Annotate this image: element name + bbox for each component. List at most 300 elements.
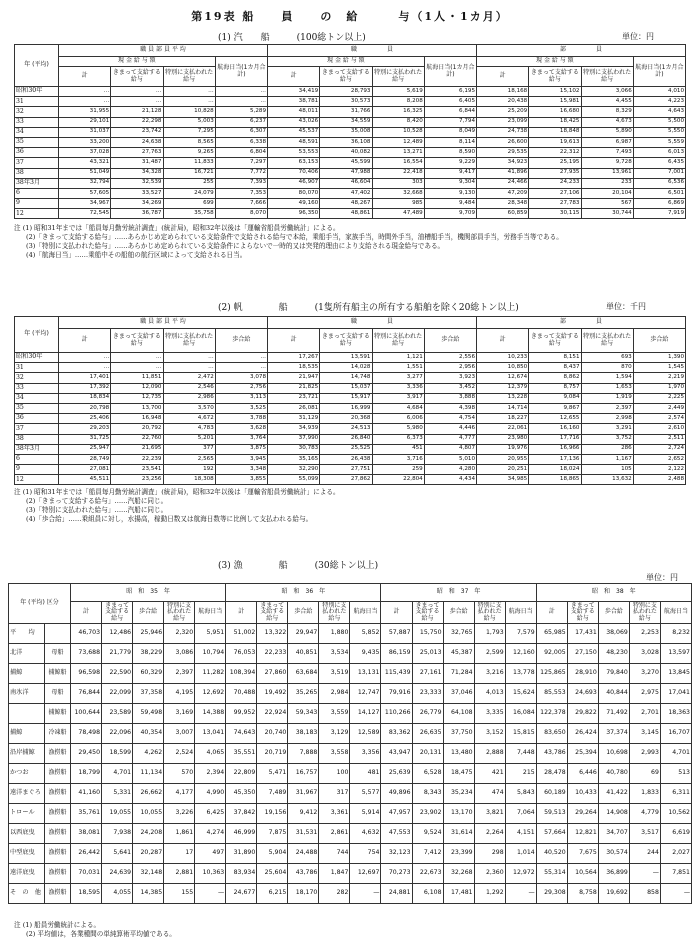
cell-value: 19,976 (477, 444, 529, 454)
cell-value: 3,875 (215, 444, 267, 454)
cell-value: 32,668 (372, 188, 424, 198)
cell-value: 16,757 (288, 764, 319, 784)
row-category: 北洋 (9, 644, 45, 664)
cell-value: 4,223 (633, 97, 685, 107)
cell-value: 6,844 (424, 107, 476, 117)
cell-value: 74,643 (226, 724, 257, 744)
table-row (9, 884, 692, 904)
cell-value: 29,308 (536, 884, 567, 904)
row-subcategory (45, 624, 71, 644)
cell-value: 83,650 (536, 724, 567, 744)
cell-value: 57,605 (59, 188, 111, 198)
cell-value: 31,614 (443, 824, 474, 844)
cell-value: 4,754 (424, 414, 476, 424)
cell-value: 4,010 (633, 87, 685, 97)
cell-value: 858 (629, 884, 660, 904)
cell-value: 79,916 (381, 684, 412, 704)
cell-value: 2,881 (164, 864, 195, 884)
cell-value: 20,287 (133, 844, 164, 864)
cell-value: 19,156 (257, 804, 288, 824)
cell-value: 7,448 (505, 744, 536, 764)
cell-value: 78,498 (71, 724, 102, 744)
cell-value: 3,716 (372, 454, 424, 464)
hdr-sea: 航海日当 (350, 602, 381, 624)
hdr-special: 特別に支払われた給与 (164, 602, 195, 624)
cell-value: 19,492 (257, 684, 288, 704)
cell-value: 16,325 (372, 107, 424, 117)
cell-value: 3,558 (319, 744, 350, 764)
cell-value: 32,123 (381, 844, 412, 864)
cell-value: 5,559 (633, 137, 685, 147)
table-row (15, 188, 686, 198)
cell-value: 6,006 (372, 414, 424, 424)
page-title: 第19表 船 員 の 給 与（1人・1カ月） (191, 10, 509, 23)
cell-value: 3,923 (424, 373, 476, 383)
cell-value: 3,559 (319, 704, 350, 724)
cell-value: 985 (372, 199, 424, 209)
hdr-sea: 航海日当(1カ月合計) (633, 57, 685, 87)
cell-value: 5,010 (424, 454, 476, 464)
cell-value: 11,851 (111, 373, 163, 383)
note-line: 注 (1) 船員労働統計による。 (14, 921, 101, 929)
cell-value: 48,861 (320, 209, 372, 219)
cell-value: 24,638 (111, 137, 163, 147)
hdr-year: 年 (平均) (15, 45, 59, 87)
row-category: 中型底曳 (9, 844, 45, 864)
row-year: 昭和30年 (15, 87, 59, 97)
cell-value: 13,700 (111, 403, 163, 413)
cell-value: 18,848 (529, 127, 581, 137)
cell-value: 2,993 (629, 744, 660, 764)
cell-value: 46,999 (226, 824, 257, 844)
cell-value: 47,489 (372, 209, 424, 219)
cell-value: 7,064 (505, 804, 536, 824)
cell-value: 13,131 (350, 664, 381, 684)
cell-value: 49,896 (381, 784, 412, 804)
cell-value: 20,104 (581, 188, 633, 198)
row-year: 32 (15, 373, 59, 383)
cell-value: 4,177 (164, 784, 195, 804)
cell-value: 15,037 (320, 383, 372, 393)
cell-value: 92,005 (536, 644, 567, 664)
cell-value: 35,551 (226, 744, 257, 764)
cell-value: 13,480 (443, 744, 474, 764)
cell-value: … (163, 353, 215, 363)
cell-value: 6,869 (633, 199, 685, 209)
hdr-avg: 職 員 部 員 平 均 (59, 317, 268, 329)
hdr-sea: 航海日当 (660, 602, 691, 624)
row-subcategory: 捕鯨船 (45, 664, 71, 684)
hdr-fixed: きまって支給する給与 (529, 329, 581, 353)
cell-value: 30,574 (598, 844, 629, 864)
note-line: (3)「特別に支払われた給与」……あらかじめ定められている支給条件によらないで一時的又は突発的理由により支給される現金給与である。 (26, 242, 445, 250)
row-subcategory: 漁撈船 (45, 784, 71, 804)
cell-value: 29,264 (567, 804, 598, 824)
cell-value: 28,793 (320, 87, 372, 97)
row-subcategory: 捕鯨船 (45, 704, 71, 724)
cell-value: … (59, 353, 111, 363)
cell-value: 12,379 (477, 383, 529, 393)
cell-value: 45,350 (226, 784, 257, 804)
cell-value: 20,251 (477, 465, 529, 475)
cell-value: 3,917 (372, 393, 424, 403)
note-line: (2)「きまって支給する給与」……あらかじめ定められている支給条件で支給される給与で本給，乗船手当，家族手当，時間外手当，油槽船手当，機関部員手当，労務手当等である。 (26, 233, 563, 241)
note-line: (2)「きまって支給する給与」……汽船に同じ。 (26, 497, 168, 505)
cell-value: 27,751 (320, 465, 372, 475)
cell-value: … (111, 363, 163, 373)
cell-value: 31,129 (268, 414, 320, 424)
cell-value: 110,266 (381, 704, 412, 724)
cell-value: … (163, 363, 215, 373)
table-row (15, 127, 686, 137)
hdr-share: 歩合給 (133, 602, 164, 624)
cell-value: 303 (372, 178, 424, 188)
cell-value: 2,122 (633, 465, 685, 475)
cell-value: 35,008 (320, 127, 372, 137)
cell-value: 4,684 (372, 403, 424, 413)
cell-value: 40,082 (320, 148, 372, 158)
cell-value: 1,919 (581, 393, 633, 403)
cell-value: … (215, 97, 267, 107)
note-line: (4)「航海日当」……乗船中その船舶の航行区域によって支給される日当。 (26, 251, 247, 259)
cell-value: 30,115 (529, 209, 581, 219)
cell-value: 12,655 (529, 414, 581, 424)
table-row (15, 199, 686, 209)
cell-value: 5,641 (102, 844, 133, 864)
cell-value: 5,201 (163, 434, 215, 444)
cell-value: 6,528 (412, 764, 443, 784)
hdr-share: 歩合給 (598, 602, 629, 624)
cell-value: 6,307 (215, 127, 267, 137)
cell-value: 27,860 (257, 664, 288, 684)
cell-value: 51,049 (59, 168, 111, 178)
cell-value: 5,471 (257, 764, 288, 784)
row-year: 34 (15, 393, 59, 403)
cell-value: 2,956 (424, 363, 476, 373)
cell-value: 47,988 (320, 168, 372, 178)
cell-value: 24,208 (133, 824, 164, 844)
cell-value: 122,378 (536, 704, 567, 724)
cell-value: 24,639 (102, 864, 133, 884)
row-year: 37 (15, 424, 59, 434)
cell-value: 17,136 (529, 454, 581, 464)
cell-value: 18,168 (477, 87, 529, 97)
cell-value: 71,284 (443, 664, 474, 684)
table-row (15, 158, 686, 168)
cell-value: 25,406 (59, 414, 111, 424)
cell-value: 37,842 (226, 804, 257, 824)
cell-value: 9,130 (424, 188, 476, 198)
cell-value: 3,855 (215, 475, 267, 485)
cell-value: 22,298 (111, 117, 163, 127)
cell-value: 28,478 (536, 764, 567, 784)
cell-value: 11,282 (195, 664, 226, 684)
cell-value: 6,373 (372, 434, 424, 444)
table-row (9, 644, 692, 664)
row-category: 遠洋底曳 (9, 864, 45, 884)
cell-value: 8,437 (529, 363, 581, 373)
cell-value: 3,336 (372, 383, 424, 393)
row-year: 6 (15, 454, 59, 464)
cell-value: 46,907 (268, 178, 320, 188)
cell-value: 7,493 (581, 148, 633, 158)
table-row (15, 209, 686, 219)
cell-value: 20,792 (111, 424, 163, 434)
cell-value: 35,165 (268, 454, 320, 464)
note-line: (2) 平均値は，各業種間の単純算術平均値である。 (26, 930, 176, 938)
cell-value: 13,778 (505, 664, 536, 684)
cell-value: 19,613 (529, 137, 581, 147)
cell-value: 27,862 (320, 475, 372, 485)
cell-value: 24,488 (288, 844, 319, 864)
cell-value: 12,747 (350, 684, 381, 704)
row-year: 35 (15, 403, 59, 413)
cell-value: 33,200 (59, 137, 111, 147)
cell-value: 22,061 (477, 424, 529, 434)
cell-value: 4,055 (102, 884, 133, 904)
cell-value: 63,684 (288, 664, 319, 684)
cell-value: 12,486 (102, 624, 133, 644)
cell-value: 47,402 (320, 188, 372, 198)
row-year: 31 (15, 97, 59, 107)
cell-value: 29,450 (71, 744, 102, 764)
cell-value: 286 (581, 444, 633, 454)
cell-value: — (660, 884, 691, 904)
cell-value: 16,680 (529, 107, 581, 117)
cell-value: 14,127 (350, 704, 381, 724)
cell-value: 870 (581, 363, 633, 373)
cell-value: 43,321 (59, 158, 111, 168)
cell-value: 3,113 (215, 393, 267, 403)
cell-value: 31,890 (226, 844, 257, 864)
cell-value: 15,750 (412, 624, 443, 644)
cell-value: 34,939 (268, 424, 320, 434)
cell-value: 18,799 (71, 764, 102, 784)
cell-value: 1,833 (629, 784, 660, 804)
cell-value: 244 (629, 844, 660, 864)
cell-value: 8,151 (529, 353, 581, 363)
row-category (9, 704, 45, 724)
cell-value: 2,986 (163, 393, 215, 403)
table-row (15, 403, 686, 413)
cell-value: 18,227 (477, 414, 529, 424)
cell-value: 22,096 (102, 724, 133, 744)
cell-value: 12,692 (195, 684, 226, 704)
cell-value: 3,335 (474, 704, 505, 724)
table-row (15, 424, 686, 434)
table-row (15, 353, 686, 363)
cell-value: 8,114 (424, 137, 476, 147)
cell-value: 17,267 (268, 353, 320, 363)
cell-value: 57,887 (381, 624, 412, 644)
cell-value: 9,484 (424, 199, 476, 209)
cell-value: 45,387 (443, 644, 474, 664)
cell-value: 10,698 (598, 744, 629, 764)
table-row (15, 454, 686, 464)
cell-value: 17,431 (567, 624, 598, 644)
cell-value: 3,348 (215, 465, 267, 475)
cell-value: 12,697 (350, 864, 381, 884)
cell-value: 85,553 (536, 684, 567, 704)
cell-value: 14,385 (133, 884, 164, 904)
hdr-fixed: きまって支給する給与 (111, 67, 163, 87)
cell-value: 6,619 (660, 824, 691, 844)
cell-value: 317 (319, 784, 350, 804)
row-year: 33 (15, 383, 59, 393)
cell-value: 55,314 (536, 864, 567, 884)
cell-value: 6,435 (633, 158, 685, 168)
table-row (9, 744, 692, 764)
cell-value: 25,394 (567, 744, 598, 764)
cell-value: 29,101 (59, 117, 111, 127)
cell-value: 5,904 (257, 844, 288, 864)
cell-value: 4,262 (133, 744, 164, 764)
row-category: 捕鯨 (9, 664, 45, 684)
row-category: 遠洋まぐろ (9, 784, 45, 804)
cell-value: 5,852 (350, 624, 381, 644)
cell-value: 12,489 (372, 137, 424, 147)
cell-value: 4,990 (195, 784, 226, 804)
cell-value: 32,539 (111, 178, 163, 188)
hdr-total: 計 (381, 602, 412, 624)
cell-value: 60,189 (536, 784, 567, 804)
cell-value: — (195, 884, 226, 904)
cell-value: 12,160 (505, 644, 536, 664)
cell-value: 1,880 (319, 624, 350, 644)
cell-value: 73,688 (71, 644, 102, 664)
cell-value: 43,026 (268, 117, 320, 127)
cell-value: 18,024 (529, 465, 581, 475)
cell-value: 27,783 (529, 199, 581, 209)
cell-value: 70,488 (226, 684, 257, 704)
cell-value: 18,535 (268, 363, 320, 373)
table-row (15, 393, 686, 403)
cell-value: 13,632 (581, 475, 633, 485)
cell-value: 47,957 (381, 804, 412, 824)
table-row (15, 363, 686, 373)
cell-value: 22,760 (111, 434, 163, 444)
cell-value: 6,804 (215, 148, 267, 158)
cell-value: 29,535 (477, 148, 529, 158)
cell-value: 22,673 (412, 864, 443, 884)
hdr-year: 昭 和 37 年 (381, 584, 536, 602)
cell-value: 11,134 (133, 764, 164, 784)
cell-value: 23,902 (412, 804, 443, 824)
table-row (9, 804, 692, 824)
cell-value: 28,348 (477, 199, 529, 209)
cell-value: 5,843 (505, 784, 536, 804)
cell-value: 24,079 (163, 188, 215, 198)
cell-value: 40,520 (536, 844, 567, 864)
cell-value: 37,750 (443, 724, 474, 744)
hdr-year: 昭 和 38 年 (536, 584, 691, 602)
cell-value: 3,752 (581, 434, 633, 444)
cell-value: 35,758 (163, 209, 215, 219)
cell-value: 5,980 (372, 424, 424, 434)
cell-value: 23,742 (111, 127, 163, 137)
row-year: 33 (15, 117, 59, 127)
cell-value: 17,716 (529, 434, 581, 444)
row-category: 捕鯨 (9, 724, 45, 744)
cell-value: 27,150 (567, 644, 598, 664)
cell-value: 2,861 (319, 824, 350, 844)
cell-value: 70,273 (381, 864, 412, 884)
cell-value: 7,666 (215, 199, 267, 209)
cell-value: 31,955 (59, 107, 111, 117)
cell-value: 6,195 (424, 87, 476, 97)
table-row (15, 434, 686, 444)
cell-value: 3,788 (215, 414, 267, 424)
cell-value: 7,412 (412, 844, 443, 864)
cell-value: 37,358 (133, 684, 164, 704)
cell-value: 10,363 (195, 864, 226, 884)
table-row (15, 475, 686, 485)
row-category: そ の 他 (9, 884, 45, 904)
cell-value: 99,952 (226, 704, 257, 724)
hdr-officer: 職 員 (268, 317, 477, 329)
cell-value: 4,632 (350, 824, 381, 844)
cell-value: 6,013 (633, 148, 685, 158)
cell-value: 63,153 (268, 158, 320, 168)
cell-value: 29,947 (288, 624, 319, 644)
cell-value: 3,888 (424, 393, 476, 403)
cell-value: 451 (372, 444, 424, 454)
cell-value: 32,268 (443, 864, 474, 884)
hdr-share: 歩合給 (215, 329, 267, 353)
row-year: 38 (15, 434, 59, 444)
cell-value: 2,574 (633, 414, 685, 424)
cell-value: 377 (163, 444, 215, 454)
cell-value: — (629, 864, 660, 884)
cell-value: 41,896 (477, 168, 529, 178)
cell-value: 26,424 (567, 724, 598, 744)
cell-value: 12,735 (111, 393, 163, 403)
hdr-total: 計 (536, 602, 567, 624)
hdr-special: 特別に支払われた給与 (629, 602, 660, 624)
cell-value: 34,923 (477, 158, 529, 168)
cell-value: 26,840 (320, 434, 372, 444)
cell-value: 20,131 (412, 744, 443, 764)
cell-value: 9,304 (424, 178, 476, 188)
hdr-total: 計 (477, 329, 529, 353)
cell-value: 13,845 (660, 664, 691, 684)
row-subcategory: 漁撈船 (45, 804, 71, 824)
cell-value: 35,265 (288, 684, 319, 704)
row-category: 以西底曳 (9, 824, 45, 844)
hdr-total: 計 (59, 329, 111, 353)
cell-value: 65,985 (536, 624, 567, 644)
cell-value: 36,787 (111, 209, 163, 219)
cell-value: 23,589 (102, 704, 133, 724)
hdr-total: 計 (477, 67, 529, 87)
cell-value: 45,599 (320, 158, 372, 168)
cell-value: 4,151 (505, 824, 536, 844)
table-row (9, 684, 692, 704)
cell-value: 20,740 (257, 724, 288, 744)
cell-value: 17,392 (59, 383, 111, 393)
cell-value: 12,972 (505, 864, 536, 884)
cell-value: 18,865 (529, 475, 581, 485)
cell-value: 2,975 (629, 684, 660, 704)
hdr-special: 特別に支払われた給与 (163, 329, 215, 353)
cell-value: 421 (474, 764, 505, 784)
cell-value: 21,825 (268, 383, 320, 393)
row-year: 34 (15, 127, 59, 137)
cell-value: 57,664 (536, 824, 567, 844)
cell-value: 16,999 (320, 403, 372, 413)
cell-value: 6,311 (660, 784, 691, 804)
cell-value: 3,519 (319, 664, 350, 684)
